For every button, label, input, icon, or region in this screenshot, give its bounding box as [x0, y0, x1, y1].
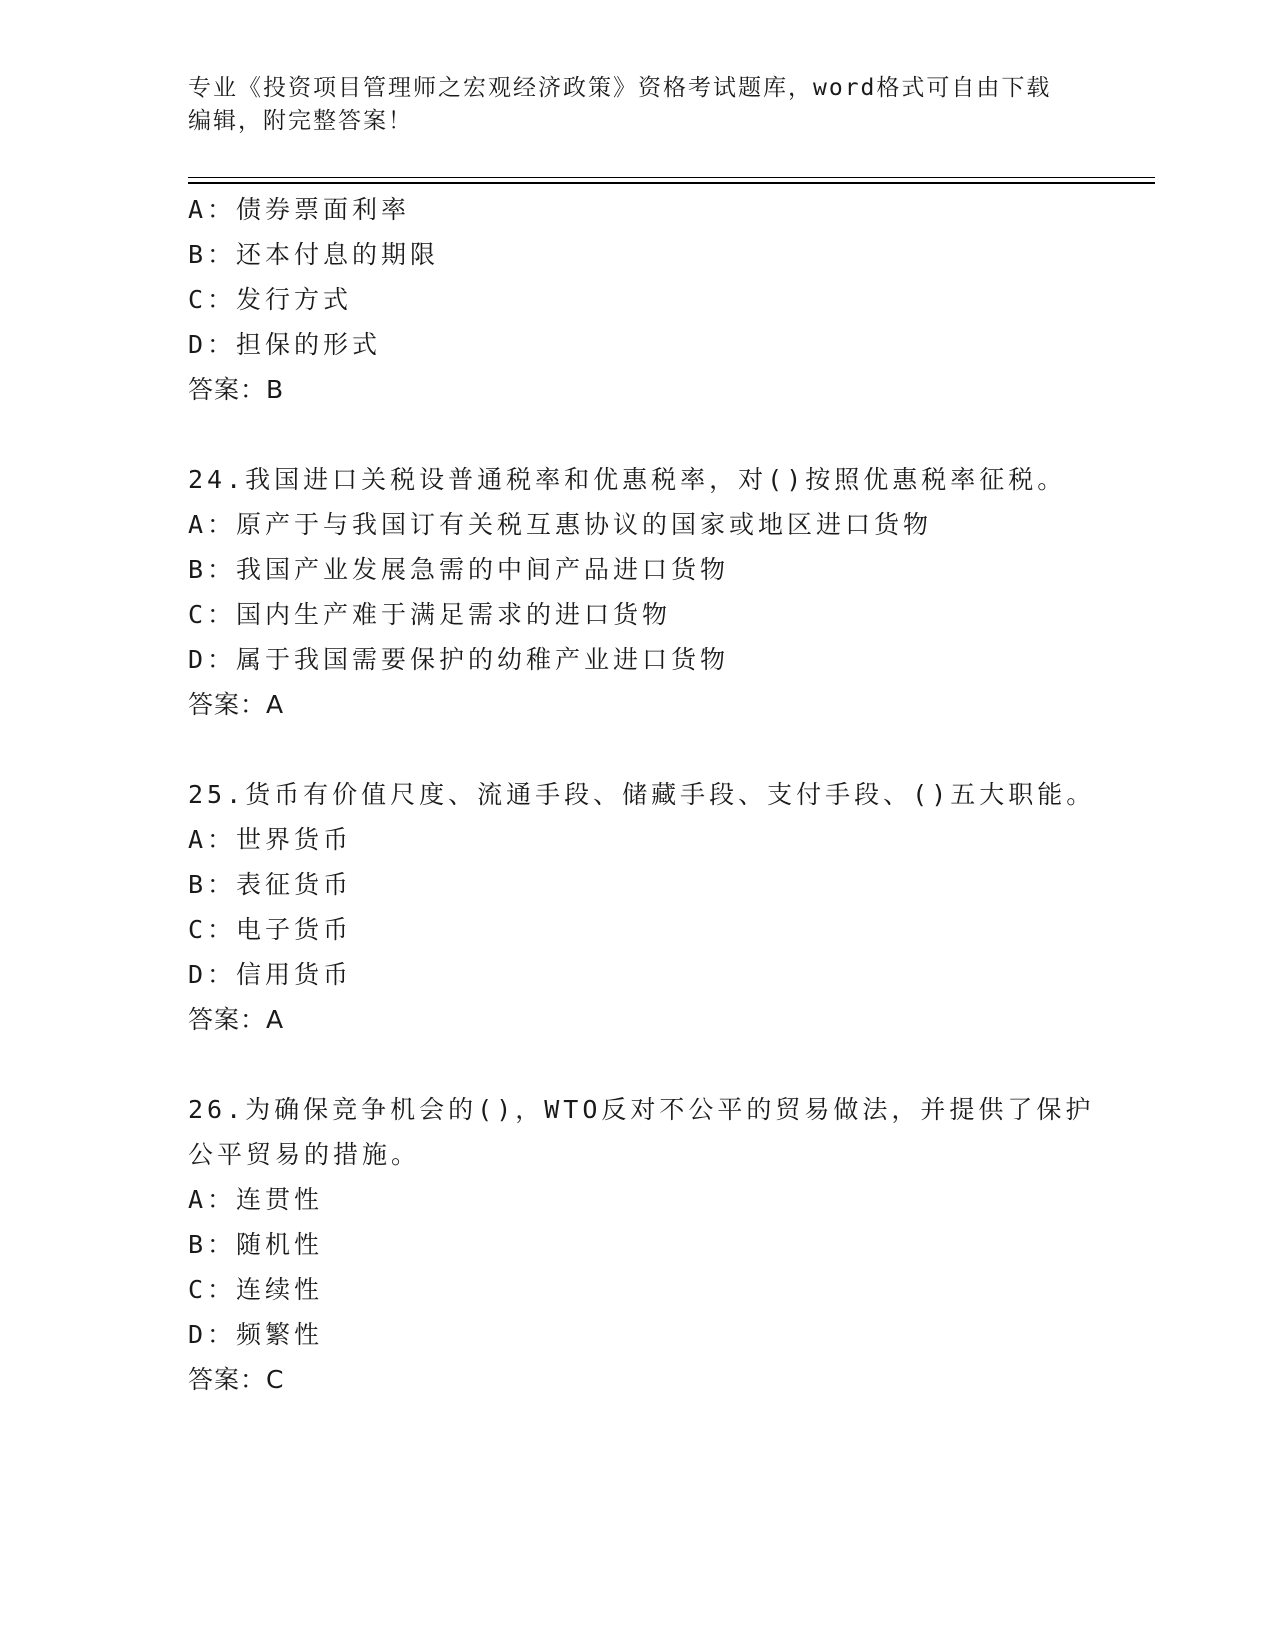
q24-option-c: C：国内生产难于满足需求的进口货物: [188, 600, 672, 629]
header-rule-bottom: [188, 182, 1155, 184]
q23-answer: 答案：B: [188, 375, 285, 404]
q25-answer: 答案：A: [188, 1005, 285, 1034]
q23-option-a: A：债券票面利率: [188, 195, 411, 224]
q26-answer: 答案：C: [188, 1365, 285, 1394]
q25-stem: 25.货币有价值尺度、流通手段、储藏手段、支付手段、()五大职能。: [188, 780, 1096, 809]
q25-option-b: B：表征货币: [188, 870, 353, 899]
q23-option-c: C：发行方式: [188, 285, 353, 314]
q26-option-a: A：连贯性: [188, 1185, 324, 1214]
q25-option-d: D：信用货币: [188, 960, 353, 989]
q24-answer: 答案：A: [188, 690, 285, 719]
q24-option-b: B：我国产业发展急需的中间产品进口货物: [188, 555, 730, 584]
header-rule-top: [188, 177, 1155, 178]
q25-option-a: A：世界货币: [188, 825, 353, 854]
q23-option-b: B：还本付息的期限: [188, 240, 440, 269]
q24-option-a: A：原产于与我国订有关税互惠协议的国家或地区进口货物: [188, 510, 933, 539]
q26-stem-line2: 公平贸易的措施。: [188, 1140, 421, 1169]
q24-option-d: D：属于我国需要保护的幼稚产业进口货物: [188, 645, 730, 674]
q24-stem: 24.我国进口关税设普通税率和优惠税率，对()按照优惠税率征税。: [188, 465, 1067, 494]
q26-option-b: B：随机性: [188, 1230, 324, 1259]
q25-option-c: C：电子货币: [188, 915, 353, 944]
q26-stem-line1: 26.为确保竞争机会的()，WTO反对不公平的贸易做法，并提供了保护: [188, 1095, 1095, 1124]
document-header: 专业《投资项目管理师之宏观经济政策》资格考试题库，word格式可自由下载编辑，附完整答案！: [188, 75, 1052, 134]
q26-option-d: D：频繁性: [188, 1320, 324, 1349]
q26-option-c: C：连续性: [188, 1275, 324, 1304]
q23-option-d: D：担保的形式: [188, 330, 382, 359]
